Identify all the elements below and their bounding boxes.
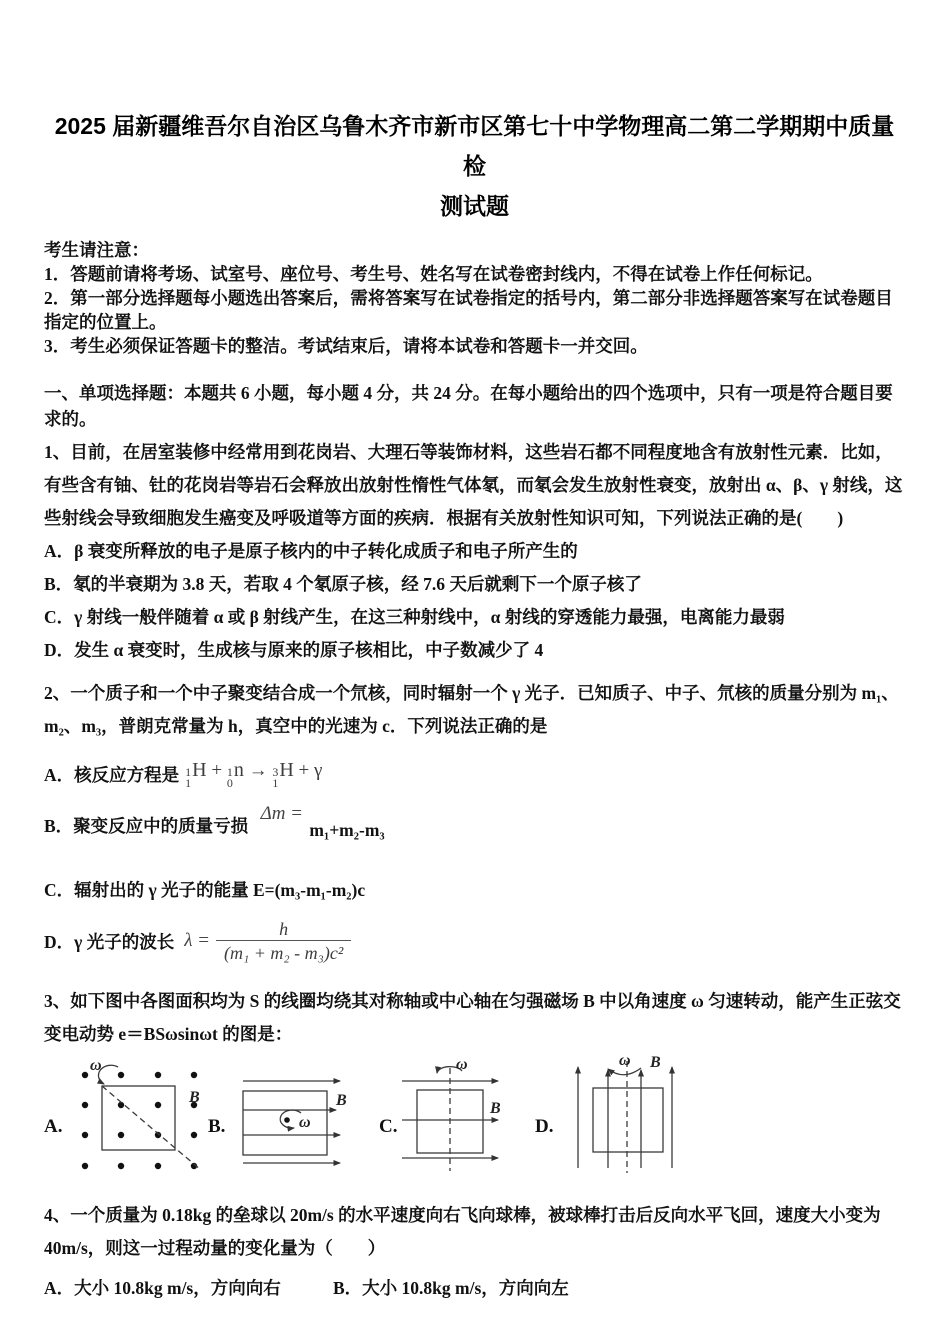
option-text: 辐射出的 γ 光子的能量 E=(m₃-m₁-m₂)c: [74, 880, 366, 900]
page-title-line2: 测试题: [440, 193, 509, 219]
omega-label: ω: [619, 1053, 631, 1069]
page-title-line1: 2025 届新疆维吾尔自治区乌鲁木齐市新市区第七十中学物理高二第二学期期中质量检: [54, 113, 895, 179]
section1-heading: 一、单项选择题：本题共 6 小题，每小题 4 分，共 24 分。在每小题给出的四个选项中，只有一项是符合题目要求的。: [44, 383, 893, 429]
question2-stem: 2、一个质子和一个中子聚变结合成一个氘核，同时辐射一个 γ 光子．已知质子、中子、氘核的质量分别为 m₁、m₂、m₃，普朗克常量为 h，真空中的光速为 c．下列说法正确的是: [44, 683, 899, 736]
option-d-figure-label: D.: [535, 1116, 554, 1137]
option-c-figure-label: C.: [379, 1116, 398, 1137]
option-b-figure-label: B.: [208, 1116, 226, 1137]
question1-option-d: D．发生 α 衰变时，生成核与原来的原子核相比，中子数减少了 4: [44, 640, 544, 660]
question1-stem: 1、目前，在居室装修中经常用到花岗岩、大理石等装饰材料，这些岩石都不同程度地含有放射性元素．比如，有些含有铀、钍的花岗岩等岩石会释放出放射性惰性气体氡，而氡会发生放射性衰变，放射出 α、β、γ 射线，这些射线会导致细胞发生癌变及呼吸道等方面的疾病．根据有关放射性知识可知，下列说法正确的是( ): [44, 442, 903, 528]
candidate-notice: [44, 238, 905, 358]
question2-option-a: [44, 753, 905, 795]
diagram-d: [578, 1061, 672, 1173]
field-b-label: B: [189, 1089, 200, 1106]
notice-item: 2．第一部分选择题每小题选出答案后，需将答案写在试卷指定的括号内，第二部分非选择题答案写在试卷题目指定的位置上。: [44, 288, 893, 332]
omega-label: ω: [90, 1057, 102, 1074]
nuclide-1H: 1 1 H: [185, 759, 207, 790]
coil-square: [593, 1088, 663, 1152]
question2-option-b: [44, 803, 905, 859]
question4-stem: 4、一个质量为 0.18kg 的垒球以 20m/s 的水平速度向右飞向球棒，被球棒打击后反向水平飞回，速度大小变为 40m/s，则这一过程动量的变化量为（ ）: [44, 1205, 881, 1258]
option-label: B．: [44, 816, 74, 836]
question1-option-c: C．γ 射线一般伴随着 α 或 β 射线产生，在这三种射线中，α 射线的穿透能力最强，电离能力最弱: [44, 607, 785, 627]
question4-option-a: A．大小 10.8kg m/s，方向向右: [44, 1278, 281, 1298]
question2-option-d: [44, 913, 905, 969]
option-label: C．: [44, 880, 75, 900]
field-b-label: B: [650, 1054, 661, 1071]
diagram-c: [402, 1067, 498, 1171]
notice-heading: 考生请注意：: [44, 240, 149, 260]
field-b-label: B: [336, 1092, 347, 1109]
fraction-denominator: (m₁ + m₂ - m₃)c²: [216, 940, 351, 965]
rotation-axis-diagonal: [102, 1086, 201, 1170]
fraction-numerator: h: [279, 918, 289, 939]
option-label: D．: [44, 931, 75, 952]
wavelength-fraction: [216, 918, 351, 965]
field-b-label: B: [490, 1100, 501, 1117]
question1-option-b: B．氡的半衰期为 3.8 天，若取 4 个氡原子核，经 7.6 天后就剩下一个原子核了: [44, 574, 642, 594]
mass-defect-lhs: Δm =: [260, 803, 304, 824]
lambda-equals: λ =: [184, 930, 211, 951]
notice-item: 3．考生必须保证答题卡的整洁。考试结束后，请将本试卷和答题卡一并交回。: [44, 336, 648, 356]
mass-defect-rhs: m₁+m₂-m₃: [309, 820, 385, 840]
nuclide-1n: 1 0 n: [226, 759, 244, 790]
gamma-symbol: γ: [313, 760, 323, 781]
nuclear-reaction-equation: 1 1 H + 1 0 n → 3 1 H + γ: [185, 759, 323, 790]
omega-rotation-arrow: [280, 1110, 301, 1128]
notice-item: 1．答题前请将考场、试室号、座位号、考生号、姓名写在试卷密封线内，不得在试卷上作任何标记。: [44, 264, 823, 284]
question4-options: [44, 1273, 905, 1303]
question1-options: [44, 535, 905, 667]
question4-option-b: B．大小 10.8kg m/s，方向向左: [333, 1278, 569, 1298]
coil-diagrams-svg: [0, 1053, 950, 1191]
omega-label: ω: [456, 1056, 468, 1073]
option-text: 聚变反应中的质量亏损: [73, 816, 249, 836]
nuclide-3H: 3 1 H: [272, 759, 294, 790]
omega-label: ω: [299, 1114, 311, 1131]
question1-option-a: A．β 衰变所释放的电子是原子核内的中子转化成质子和电子所产生的: [44, 541, 578, 561]
question3-figures: [0, 1053, 905, 1191]
coil-square: [243, 1091, 327, 1155]
question2-option-c: [44, 877, 905, 903]
omega-rotation-arrow: [608, 1068, 641, 1075]
diagram-b: [243, 1081, 340, 1163]
option-text: 核反应方程是: [74, 764, 180, 785]
page-title: [44, 0, 905, 226]
question3-stem: 3、如下图中各图面积均为 S 的线圈均绕其对称轴或中心轴在匀强磁场 B 中以角速度 ω 匀速转动，能产生正弦交变电动势 e＝BSωsinωt 的图是：: [44, 991, 901, 1044]
option-text: γ 光子的波长: [74, 931, 175, 952]
option-label: A．: [44, 764, 75, 785]
axis-dot: [284, 1117, 290, 1123]
option-a-figure-label: A.: [44, 1116, 63, 1137]
diagram-a: [82, 1065, 201, 1170]
